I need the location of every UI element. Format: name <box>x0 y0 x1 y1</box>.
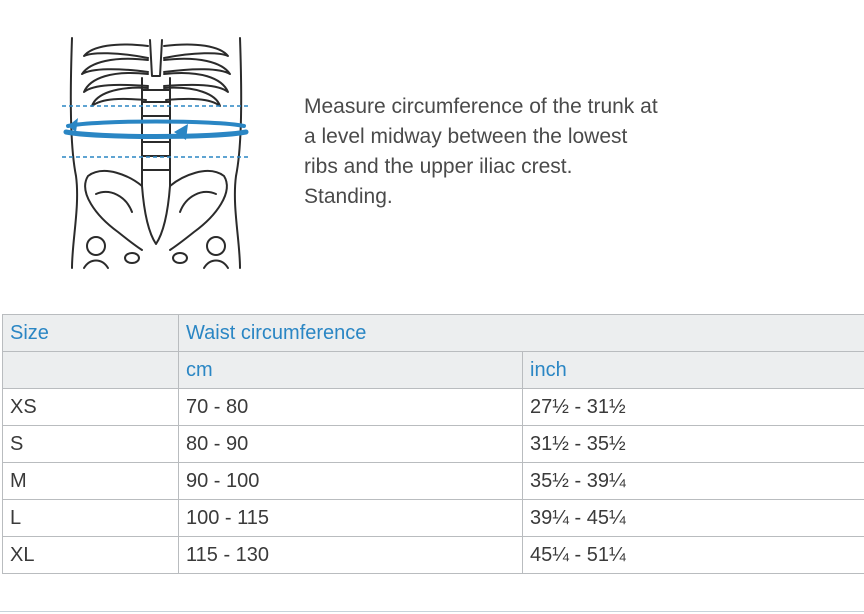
size-cell: L <box>3 500 179 537</box>
skeleton-torso-icon <box>56 36 256 270</box>
cm-cell: 90 - 100 <box>179 463 523 500</box>
table-row <box>3 389 864 426</box>
size-cell: XL <box>3 537 179 574</box>
measurement-instructions: Measure circumference of the trunk at a level midway between the lowest ribs and the upper iliac crest. Standing. <box>304 95 658 208</box>
table-row <box>3 426 864 463</box>
header-size: Size <box>3 315 179 352</box>
size-cell: XS <box>3 389 179 426</box>
cm-cell: 100 - 115 <box>179 500 523 537</box>
size-cell: M <box>3 463 179 500</box>
table-row <box>3 463 864 500</box>
inch-cell: 39¼ - 45¼ <box>523 500 864 537</box>
cm-cell: 115 - 130 <box>179 537 523 574</box>
inch-cell: 31½ - 35½ <box>523 426 864 463</box>
table-header-row <box>3 315 864 352</box>
table-row <box>3 500 864 537</box>
header-cm: cm <box>179 352 523 389</box>
divider <box>0 611 864 612</box>
inch-cell: 35½ - 39¼ <box>523 463 864 500</box>
table-row <box>3 537 864 574</box>
size-chart-table <box>2 314 864 574</box>
inch-cell: 27½ - 31½ <box>523 389 864 426</box>
size-cell: S <box>3 426 179 463</box>
cm-cell: 70 - 80 <box>179 389 523 426</box>
torso-measurement-diagram <box>56 36 256 270</box>
header-waist-circumference: Waist circumference <box>179 315 864 352</box>
header-inch: inch <box>523 352 864 389</box>
header-blank-cell <box>3 352 179 389</box>
table-subheader-row <box>3 352 864 389</box>
cm-cell: 80 - 90 <box>179 426 523 463</box>
inch-cell: 45¼ - 51¼ <box>523 537 864 574</box>
